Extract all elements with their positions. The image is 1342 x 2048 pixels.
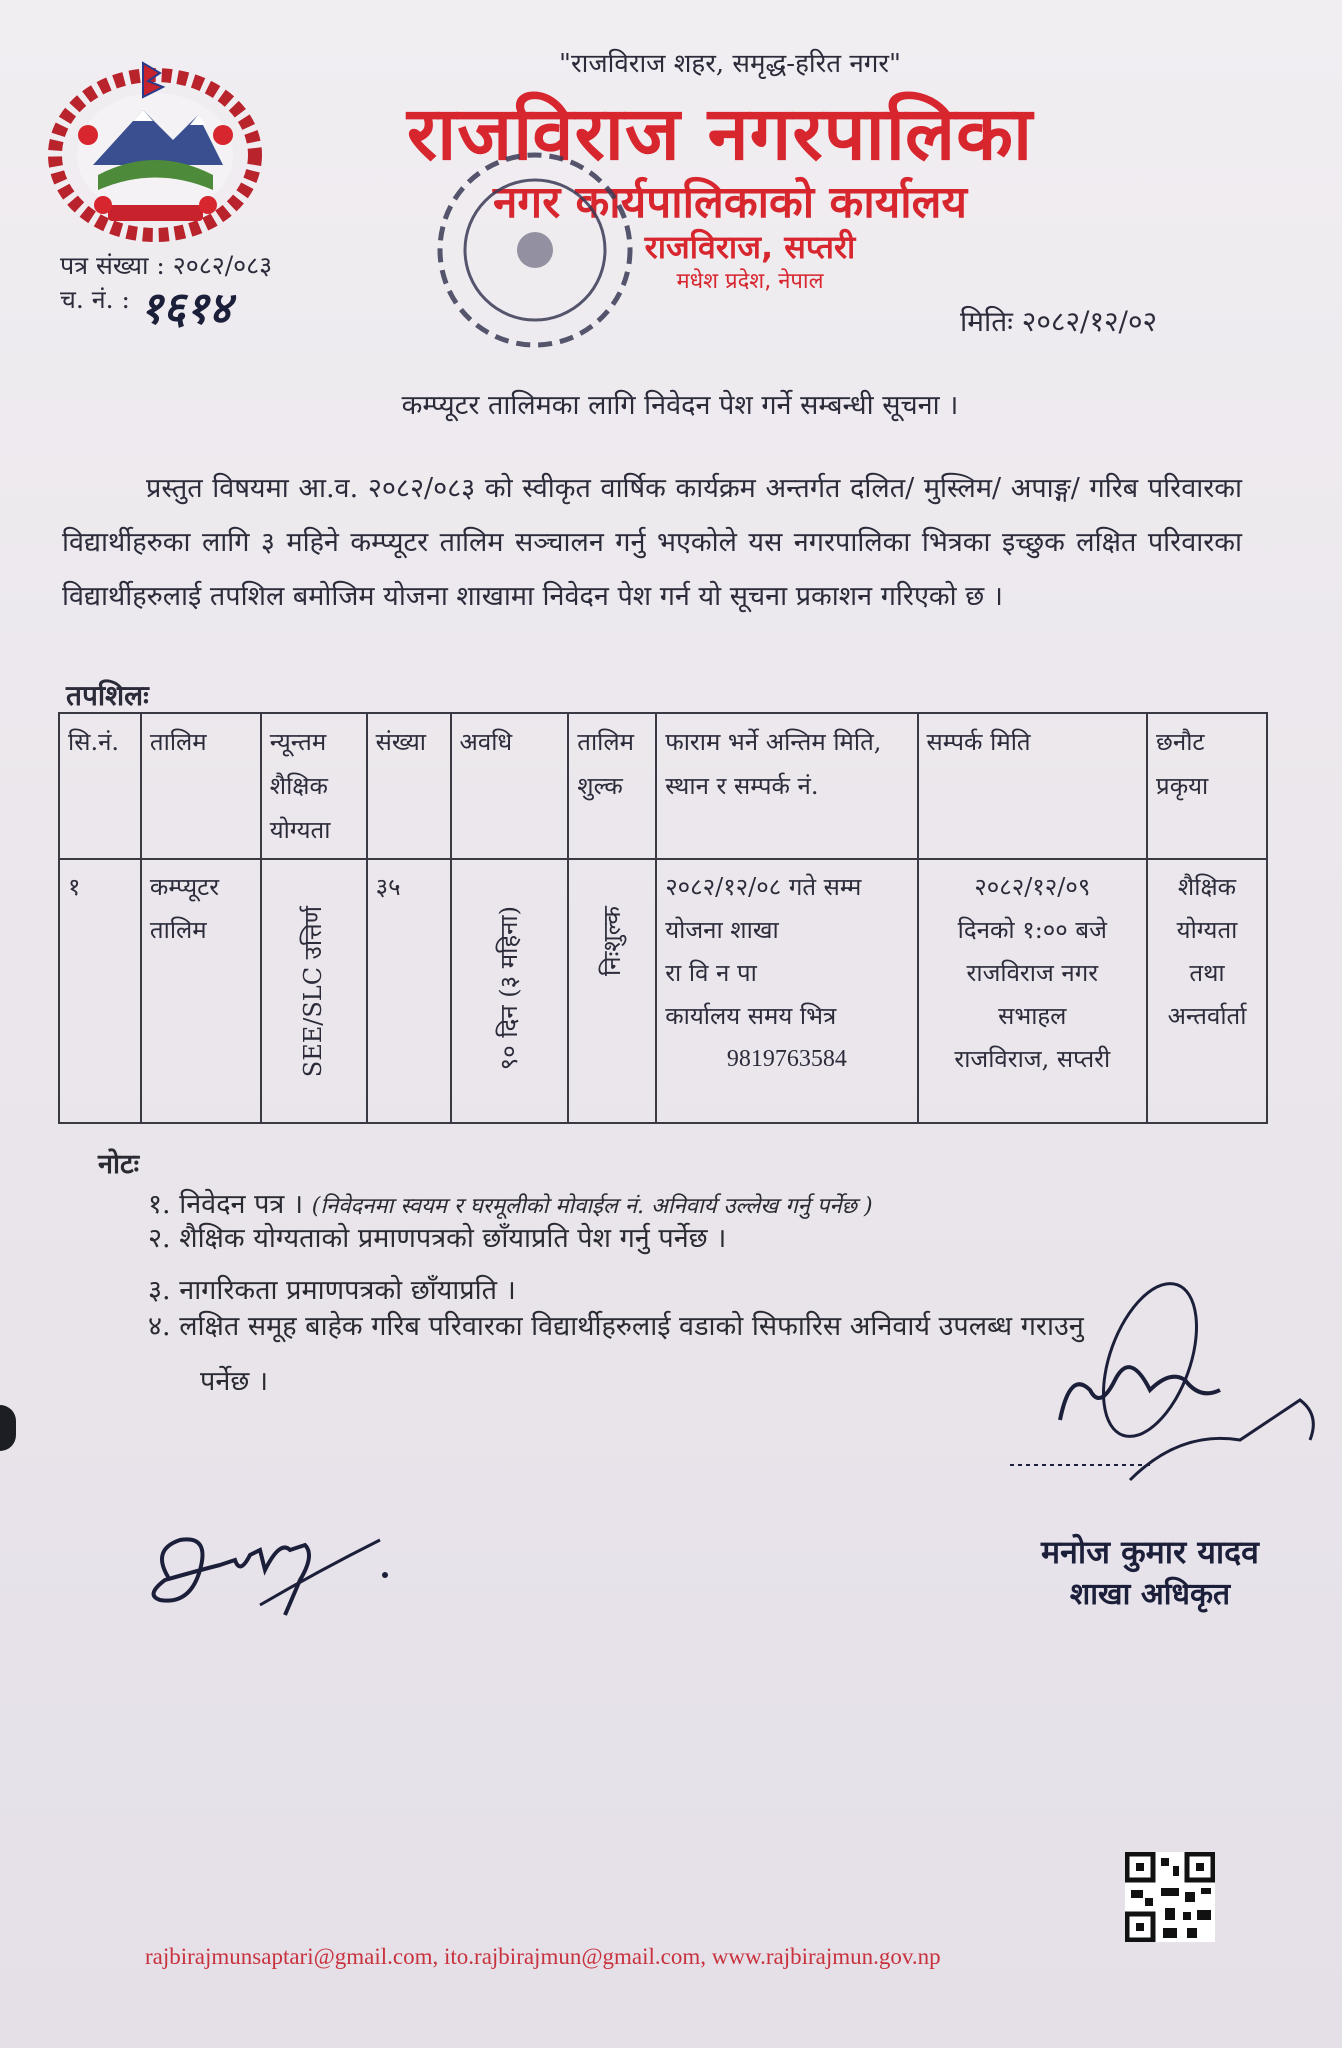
slogan: "राजविराज शहर, समृद्ध-हरित नगर" (559, 49, 901, 79)
cell-training: कम्प्यूटर तालिम (141, 859, 261, 1123)
note-item-4-continued: पर्नेछ । (200, 1366, 269, 1397)
dispatch-number-label: च. नं. : (60, 285, 130, 314)
duration-text: ९० दिन (३ महिना) (494, 906, 523, 1071)
table-row (59, 859, 1267, 1123)
notice-subject: कम्प्यूटर तालिमका लागि निवेदन पेश गर्ने सम्बन्धी सूचना । (401, 390, 959, 421)
office-address: राजविराज, सप्तरी (644, 228, 856, 266)
qr-code-icon (1125, 1852, 1215, 1942)
municipality-name: राजविराज नगरपालिका (406, 91, 1034, 177)
cell-selection: शैक्षिक योग्यता तथा अन्तर्वार्ता (1147, 859, 1267, 1123)
letter-number: पत्र संख्या : २०८२/०८३ (60, 251, 273, 280)
signatory-title: शाखा अधिकृत (1069, 1577, 1231, 1612)
header-sn: सि.नं. (59, 713, 141, 859)
binder-hole (0, 1405, 16, 1451)
right-signature-icon (1000, 1250, 1330, 1530)
footer-contacts-text: rajbirajmunsaptari@gmail.com, ito.rajbirajmun@gmail.com, www.rajbirajmun.gov.np (145, 1944, 941, 1969)
province-line: मधेश प्रदेश, नेपाल (676, 269, 824, 294)
details-label: तपशिलः (66, 679, 149, 712)
contact-place-2: सभाहल (998, 1002, 1067, 1030)
qualification-text: SEE/SLC उत्तिर्ण (299, 906, 328, 1078)
note-item-2: २. शैक्षिक योग्यताको प्रमाणपत्रको छाँयाप्रति पेश गर्नु पर्नेछ । (148, 1223, 727, 1254)
deadline-date: २०८२/१२/०८ गते सम्म (665, 873, 862, 901)
header-duration: अवधि (451, 713, 569, 859)
cell-qualification (261, 859, 367, 1123)
note-item-4: ४. लक्षित समूह बाहेक गरिब परिवारका विद्यार्थीहरुलाई वडाको सिफारिस अनिवार्य उपलब्ध गराउनु (148, 1311, 1084, 1342)
header-deadline: फाराम भर्ने अन्तिम मिति, स्थान र सम्पर्क नं. (656, 713, 917, 859)
nepal-emblem-icon (48, 55, 263, 245)
note-item-3: ३. नागरिकता प्रमाणपत्रको छाँयाप्रति । (148, 1275, 516, 1306)
note-item-1-sub: (निवेदनमा स्वयम र घरमूलीको मोवाईल नं. अनिवार्य उल्लेख गर्नु पर्नेछ ) (311, 1194, 873, 1219)
notice-body: प्रस्तुत विषयमा आ.व. २०८२/०८३ को स्वीकृत वार्षिक कार्यक्रम अन्तर्गत दलित/ मुस्लिम/ अपाङ्ग/ गरिब परिवारका विद्यार्थीहरुका लागि ३ महिने कम्प्यूटर तालिम सञ्चालन गर्नु भएकोले यस नगरपालिका भित्रका इच्छुक लक्षित परिवारका विद्यार्थीहरुलाई तपशिल बमोजिम योजना शाखामा निवेदन पेश गर्न यो सूचना प्रकाशन गरिएको छ । (62, 473, 1242, 612)
signatory-name: मनोज कुमार यादव (1041, 1533, 1259, 1571)
header-qualification: न्यून्तम शैक्षिक योग्यता (261, 713, 367, 859)
cell-contact-date (918, 859, 1148, 1123)
header-count: संख्या (367, 713, 451, 859)
fee-text: निःशुल्क (597, 906, 626, 976)
office-name: नगर कार्यपालिकाको कार्यालय (493, 177, 967, 228)
letter-date: मितिः २०८२/१२/०२ (960, 305, 1158, 338)
contact-place-1: राजविराज नगर (966, 959, 1099, 987)
cell-count: ३५ (367, 859, 451, 1123)
dispatch-number-value: १६१४ (140, 283, 232, 334)
training-schedule-table (58, 712, 1268, 1124)
deadline-time: कार्यालय समय भित्र (665, 1002, 837, 1030)
deadline-place: योजना शाखा (665, 916, 779, 944)
header-contact-date: सम्पर्क मिति (918, 713, 1148, 859)
header-fee: तालिम शुल्क (568, 713, 656, 859)
notes-title: नोटः (98, 1149, 140, 1180)
cell-sn: १ (59, 859, 141, 1123)
cell-deadline (656, 859, 917, 1123)
cell-fee (568, 859, 656, 1123)
contact-date: २०८२/१२/०९ (974, 873, 1091, 901)
header-selection: छनौट प्रकृया (1147, 713, 1267, 859)
left-signature-icon (140, 1510, 410, 1630)
contact-phone: 9819763584 (726, 1046, 847, 1072)
table-header-row (59, 713, 1267, 859)
deadline-office: रा वि न पा (665, 959, 757, 987)
office-stamp-icon (420, 145, 650, 355)
footer-contacts (145, 1904, 1125, 1969)
header-training: तालिम (141, 713, 261, 859)
contact-time: दिनको १:०० बजे (957, 916, 1107, 944)
cell-duration (451, 859, 569, 1123)
note-item-1-text: १. निवेदन पत्र । (148, 1189, 304, 1220)
contact-place-3: राजविराज, सप्तरी (954, 1045, 1111, 1073)
